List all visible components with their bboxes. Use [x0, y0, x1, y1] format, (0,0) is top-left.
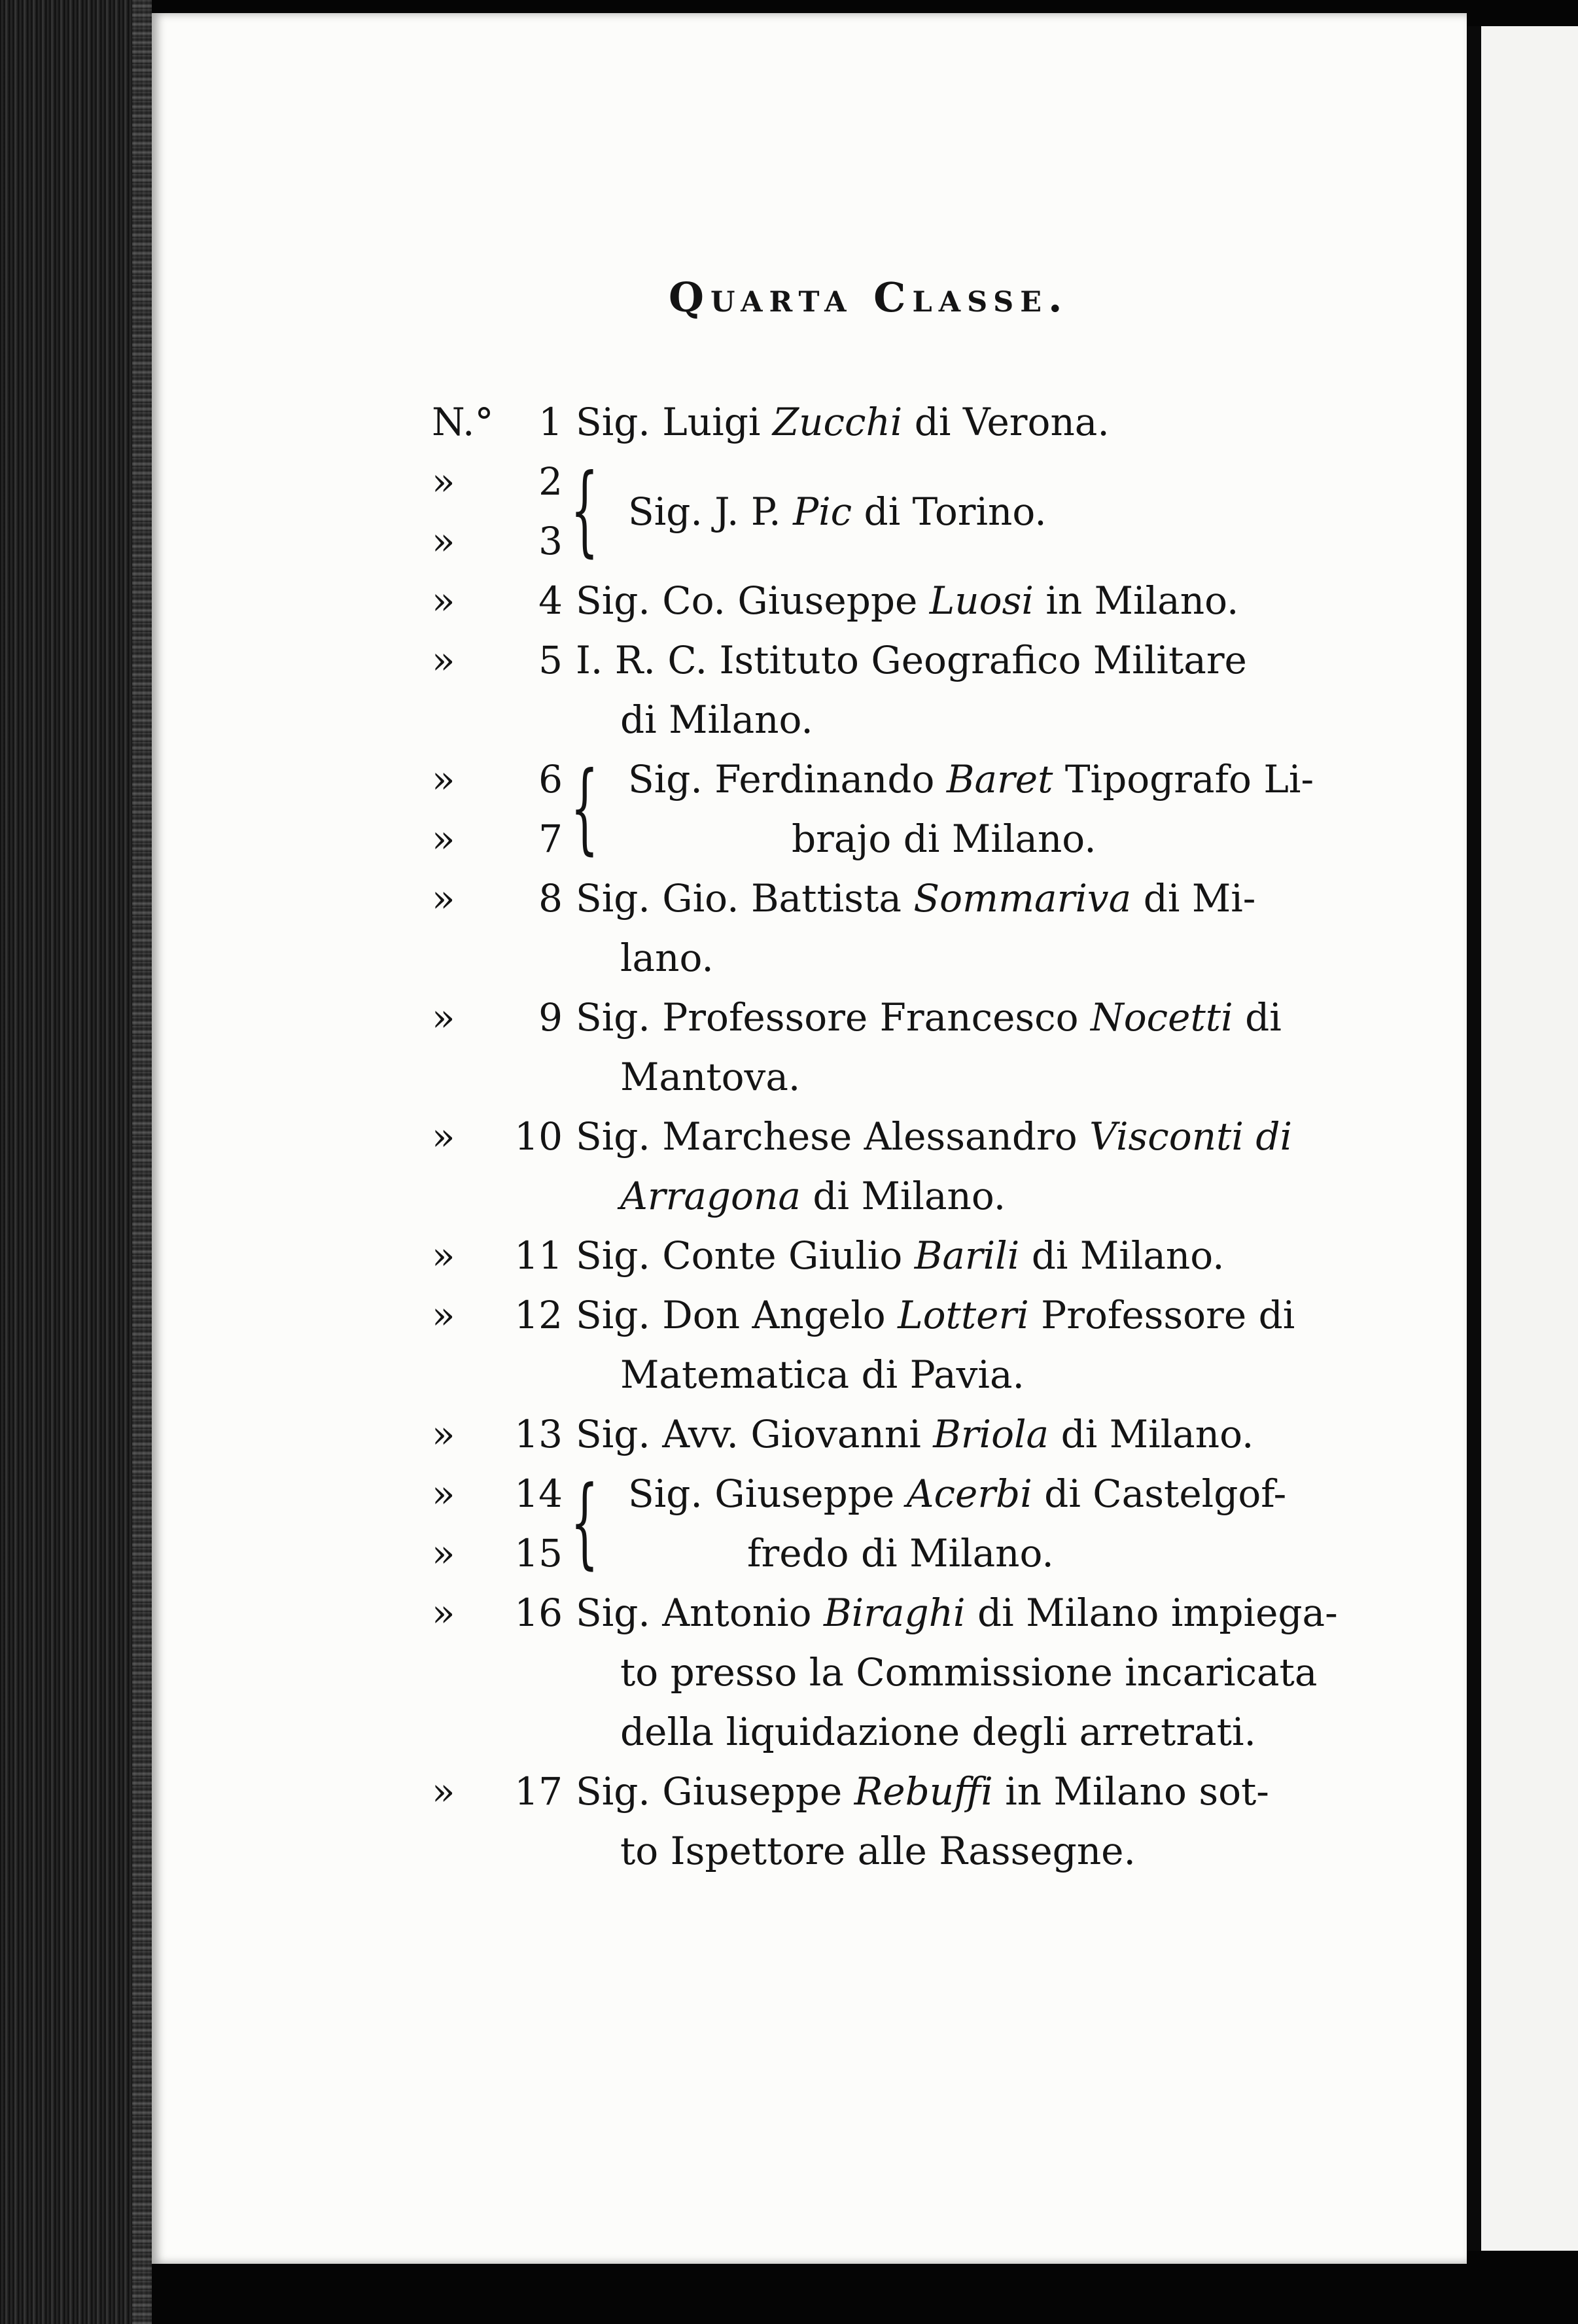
entry-text: Tipografo Li- — [1053, 757, 1314, 801]
entry-text: lano. — [620, 936, 714, 980]
entry-number: 2 — [538, 459, 563, 504]
entry-number: 16 — [514, 1591, 563, 1635]
entry-marker: » — [432, 1114, 455, 1159]
entry-marker: » — [432, 817, 455, 861]
entry-text: in Milano sot- — [992, 1769, 1269, 1814]
entry-marker: » — [432, 638, 455, 682]
entry-surname: Luosi — [929, 578, 1034, 623]
entry-surname: Pic — [793, 489, 852, 534]
entry-marker: » — [432, 1591, 455, 1635]
entry-marker: » — [432, 757, 455, 801]
entry-text: to presso la Commissione incaricata — [620, 1650, 1318, 1695]
entry-text: Matematica di Pavia. — [620, 1352, 1025, 1397]
entry-text: Sig. Co. Giuseppe — [576, 578, 930, 623]
section-heading: Quarta Classe. — [669, 273, 1069, 321]
entry-surname: Sommariva — [913, 876, 1132, 921]
entry-text: in Milano. — [1033, 578, 1239, 623]
entry-number: 14 — [514, 1471, 563, 1516]
entry-number: 9 — [538, 995, 563, 1040]
entry-text: di Milano. — [1019, 1233, 1225, 1278]
entry-number: 17 — [514, 1769, 563, 1814]
entry-text: Sig. Ferdinando — [628, 757, 947, 801]
entry-surname: Barili — [914, 1233, 1020, 1278]
entry-surname: Lotteri — [898, 1293, 1029, 1337]
entry-surname: Biraghi — [824, 1591, 966, 1635]
entry-marker: N.° — [432, 400, 494, 444]
list-entry — [432, 1226, 1361, 1286]
entry-surname: Rebuffi — [854, 1769, 993, 1814]
entry-surname: Acerbi — [906, 1471, 1032, 1516]
entry-marker: » — [432, 459, 455, 504]
entry-marker: » — [432, 1412, 455, 1456]
entry-number: 12 — [514, 1293, 563, 1337]
entry-text: Sig. J. P. — [628, 489, 794, 534]
entry-text: di Milano impiega- — [965, 1591, 1338, 1635]
entry-text: Sig. Antonio — [576, 1591, 824, 1635]
entry-surname: Arragona — [620, 1174, 801, 1218]
entry-surname: Zucchi — [772, 400, 903, 444]
entry-text: Sig. Giuseppe — [628, 1471, 907, 1516]
entry-marker: » — [432, 1531, 455, 1576]
entry-surname: Visconti di — [1089, 1114, 1293, 1159]
entry-text: Sig. Conte Giulio — [576, 1233, 915, 1278]
list-entry — [432, 869, 1361, 988]
facing-page-strip — [1481, 26, 1578, 2251]
entry-number: 4 — [538, 578, 563, 623]
entry-text: di Torino. — [852, 489, 1047, 534]
entry-marker: » — [432, 1769, 455, 1814]
entry-text: to Ispettore alle Rassegne. — [620, 1829, 1136, 1873]
entry-number: 5 — [538, 638, 563, 682]
entry-marker: » — [432, 876, 455, 921]
entry-marker: » — [432, 1293, 455, 1337]
scan-bottom-border — [152, 2264, 1578, 2324]
entry-marker: » — [432, 1233, 455, 1278]
entry-text: I. R. C. Istituto Geografico Militare — [576, 638, 1247, 682]
entry-text: Sig. Don Angelo — [576, 1293, 898, 1337]
list-entry — [432, 1583, 1361, 1762]
entry-marker: » — [432, 995, 455, 1040]
list-entry — [432, 988, 1361, 1107]
list-entry — [432, 1405, 1361, 1464]
entry-number: 3 — [538, 519, 563, 563]
entry-text: di Milano. — [620, 697, 813, 742]
entry-text: Sig. Luigi — [576, 400, 773, 444]
entry-text: di Verona. — [902, 400, 1110, 444]
entry-marker: » — [432, 519, 455, 563]
entry-text: Sig. Marchese Alessandro — [576, 1114, 1090, 1159]
entry-text: di Milano. — [1049, 1412, 1254, 1456]
entry-text: Sig. Gio. Battista — [576, 876, 914, 921]
list-entry — [432, 1107, 1361, 1226]
member-list — [432, 393, 1361, 1881]
entry-number: 11 — [514, 1233, 563, 1278]
list-entry — [432, 1762, 1361, 1881]
entry-text: di — [1233, 995, 1282, 1040]
entry-number: 10 — [514, 1114, 563, 1159]
list-entry — [432, 1286, 1361, 1405]
entry-number: 6 — [538, 757, 563, 801]
entry-text: Mantova. — [620, 1055, 801, 1099]
entry-text: Sig. Giuseppe — [576, 1769, 854, 1814]
entry-surname: Nocetti — [1091, 995, 1233, 1040]
entry-number: 7 — [538, 817, 563, 861]
entry-text: fredo di Milano. — [747, 1531, 1054, 1576]
grouping-brace: { — [570, 1466, 599, 1579]
entry-marker: » — [432, 1471, 455, 1516]
entry-number: 13 — [514, 1412, 563, 1456]
list-entry — [432, 631, 1361, 750]
entry-text: Sig. Avv. Giovanni — [576, 1412, 934, 1456]
entry-surname: Baret — [946, 757, 1053, 801]
entry-text: di Mi- — [1131, 876, 1256, 921]
page-edge-shadow — [1467, 26, 1481, 2251]
entry-text: Professore di — [1028, 1293, 1295, 1337]
entry-text: di Castelgof- — [1032, 1471, 1287, 1516]
list-entry — [432, 393, 1361, 452]
list-entry — [432, 571, 1361, 631]
entry-number: 1 — [538, 400, 563, 444]
entry-number: 8 — [538, 876, 563, 921]
book-binding — [0, 0, 152, 2324]
list-entry-pair — [432, 452, 1361, 571]
entry-number: 15 — [514, 1531, 563, 1576]
list-entry-pair — [432, 1464, 1361, 1583]
list-entry-pair — [432, 750, 1361, 869]
grouping-brace: { — [570, 751, 599, 865]
grouping-brace: { — [570, 453, 599, 567]
entry-text: della liquidazione degli arretrati. — [620, 1710, 1256, 1754]
entry-marker: » — [432, 578, 455, 623]
entry-text: Sig. Professore Francesco — [576, 995, 1091, 1040]
entry-text: brajo di Milano. — [792, 817, 1096, 861]
entry-surname: Briola — [933, 1412, 1049, 1456]
entry-text: di Milano. — [800, 1174, 1006, 1218]
